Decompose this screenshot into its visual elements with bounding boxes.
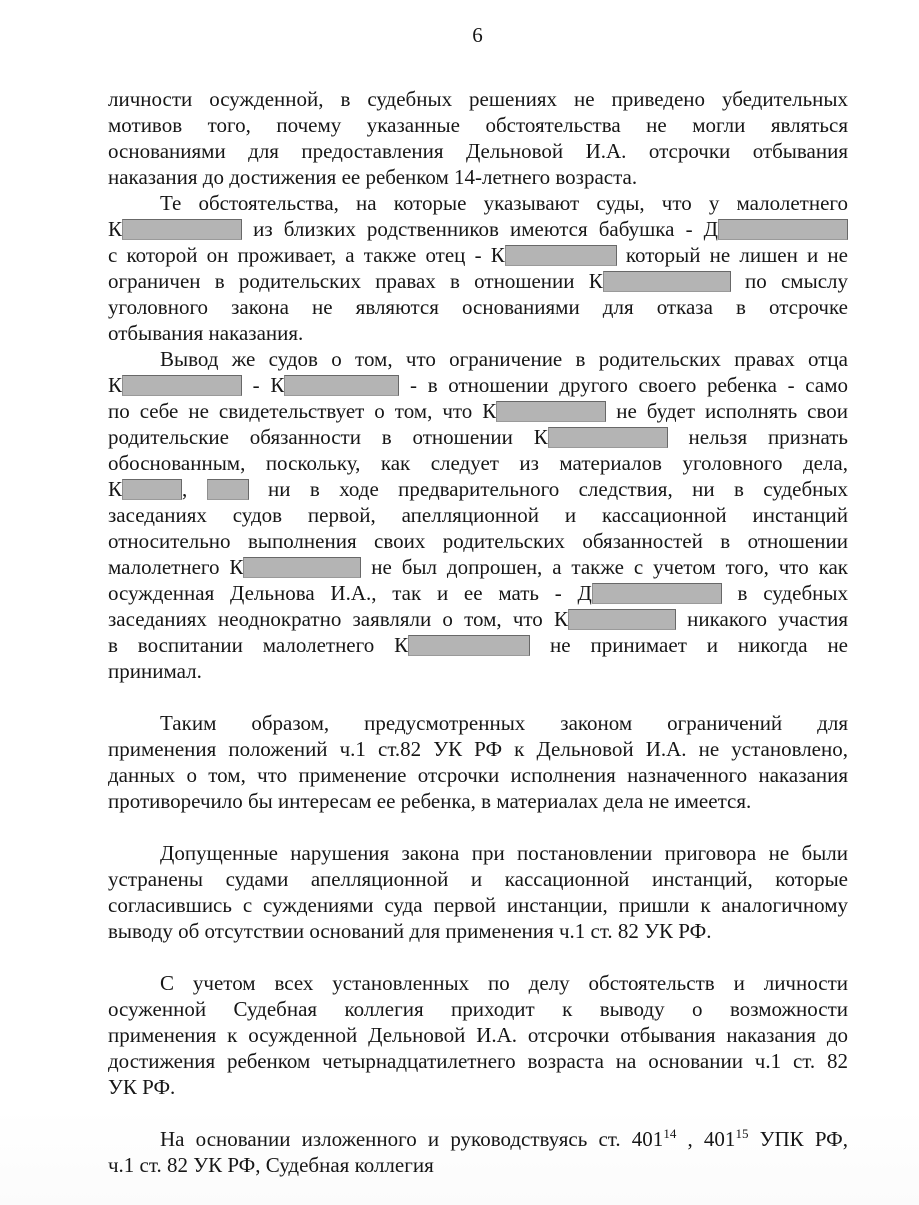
- redaction-box: [207, 479, 249, 500]
- text-line: С учетом всех установленных по делу обстоятельств и личности: [160, 971, 848, 995]
- text-line: родительские обязанности в отношении К нельзя признать: [108, 425, 848, 449]
- text-line: основаниями для предоставления Дельновой И.А. отсрочки отбывания: [108, 139, 848, 163]
- text-line: в воспитании малолетнего К не принимает и никогда не: [108, 633, 848, 657]
- page-number: 6: [472, 23, 484, 47]
- text-line: устранены судами апелляционной и кассационной инстанций, которые: [108, 867, 848, 891]
- text-line: личности осужденной, в судебных решениях не приведено убедительных: [108, 87, 848, 111]
- text-line: достижения ребенком четырнадцатилетнего возраста на основании ч.1 ст. 82: [108, 1049, 848, 1073]
- redaction-box: [548, 427, 668, 448]
- paragraph: [108, 346, 848, 684]
- text-line: применения к осужденной Дельновой И.А. отсрочки отбывания наказания до: [108, 1023, 848, 1047]
- paragraph: [108, 1126, 848, 1178]
- paragraph: [108, 970, 848, 1100]
- text-line: К - К - в отношении другого своего ребенка - само: [108, 373, 848, 397]
- paragraph: [108, 190, 848, 346]
- paragraph: [108, 840, 848, 944]
- paragraph: [108, 710, 848, 814]
- text-line: Таким образом, предусмотренных законом ограничений для: [160, 711, 848, 735]
- redaction-box: [122, 219, 242, 240]
- redaction-box: [122, 479, 182, 500]
- text-line: малолетнего К не был допрошен, а также с учетом того, что как: [108, 555, 848, 579]
- redaction-box: [284, 375, 399, 396]
- text-line: применения положений ч.1 ст.82 УК РФ к Дельновой И.А. не установлено,: [108, 737, 848, 761]
- text-line: Те обстоятельства, на которые указывают суды, что у малолетнего: [160, 191, 848, 215]
- text-line: УК РФ.: [108, 1075, 176, 1099]
- text-line: ч.1 ст. 82 УК РФ, Судебная коллегия: [108, 1153, 434, 1177]
- redaction-box: [243, 557, 361, 578]
- text-line: осуженной Судебная коллегия приходит к выводу о возможности: [108, 997, 848, 1021]
- redaction-box: [496, 401, 606, 422]
- text-line: обоснованным, поскольку, как следует из материалов уголовного дела,: [108, 451, 848, 475]
- text-line: принимал.: [108, 659, 202, 683]
- superscript: 14: [663, 1126, 677, 1141]
- text-line: Допущенные нарушения закона при постановлении приговора не были: [160, 841, 848, 865]
- redaction-box: [568, 609, 676, 630]
- text-line: с которой он проживает, а также отец - К который не лишен и не: [108, 243, 848, 267]
- document-body: [108, 86, 848, 1178]
- text-line: мотивов того, почему указанные обстоятельства не могли являться: [108, 113, 848, 137]
- paragraph: [108, 86, 848, 190]
- text-line: К из близких родственников имеются бабушка - Д: [108, 216, 848, 242]
- redaction-box: [592, 583, 722, 604]
- text-line: по себе не свидетельствует о том, что К не будет исполнять свои: [108, 399, 848, 423]
- text-line: Вывод же судов о том, что ограничение в родительских правах отца: [160, 347, 848, 371]
- redaction-box: [718, 219, 848, 240]
- text-line: На основании изложенного и руководствуясь ст. $401^{14}$ , $401^{15}$ УПК РФ,: [160, 1126, 849, 1151]
- redaction-box: [408, 635, 530, 656]
- redaction-box: [122, 375, 242, 396]
- text-line: заседаниях судов первой, апелляционной и кассационной инстанций: [108, 503, 848, 527]
- text-line: выводу об отсутствии оснований для применения ч.1 ст. 82 УК РФ.: [108, 919, 712, 943]
- text-line: отбывания наказания.: [108, 321, 304, 345]
- redaction-box: [505, 245, 617, 266]
- redaction-box: [603, 271, 731, 292]
- text-line: противоречило бы интересам ее ребенка, в материалах дела не имеется.: [108, 789, 752, 813]
- text-line: заседаниях неоднократно заявляли о том, что К никакого участия: [108, 607, 848, 631]
- text-line: К , ни в ходе предварительного следствия, ни в судебных: [108, 477, 849, 501]
- text-line: наказания до достижения ее ребенком 14-летнего возраста.: [108, 165, 638, 189]
- text-line: уголовного закона не являются основаниями для отказа в отсрочке: [108, 295, 848, 319]
- text-line: согласившись с суждениями суда первой инстанции, пришли к аналогичному: [108, 893, 848, 917]
- superscript: 15: [735, 1126, 749, 1141]
- text-line: данных о том, что применение отсрочки исполнения назначенного наказания: [108, 763, 848, 787]
- text-line: осужденная Дельнова И.А., так и ее мать - Д в судебных: [108, 581, 848, 605]
- text-line: относительно выполнения своих родительских обязанностей в отношении: [108, 529, 848, 553]
- text-line: ограничен в родительских правах в отношении К по смыслу: [108, 269, 848, 293]
